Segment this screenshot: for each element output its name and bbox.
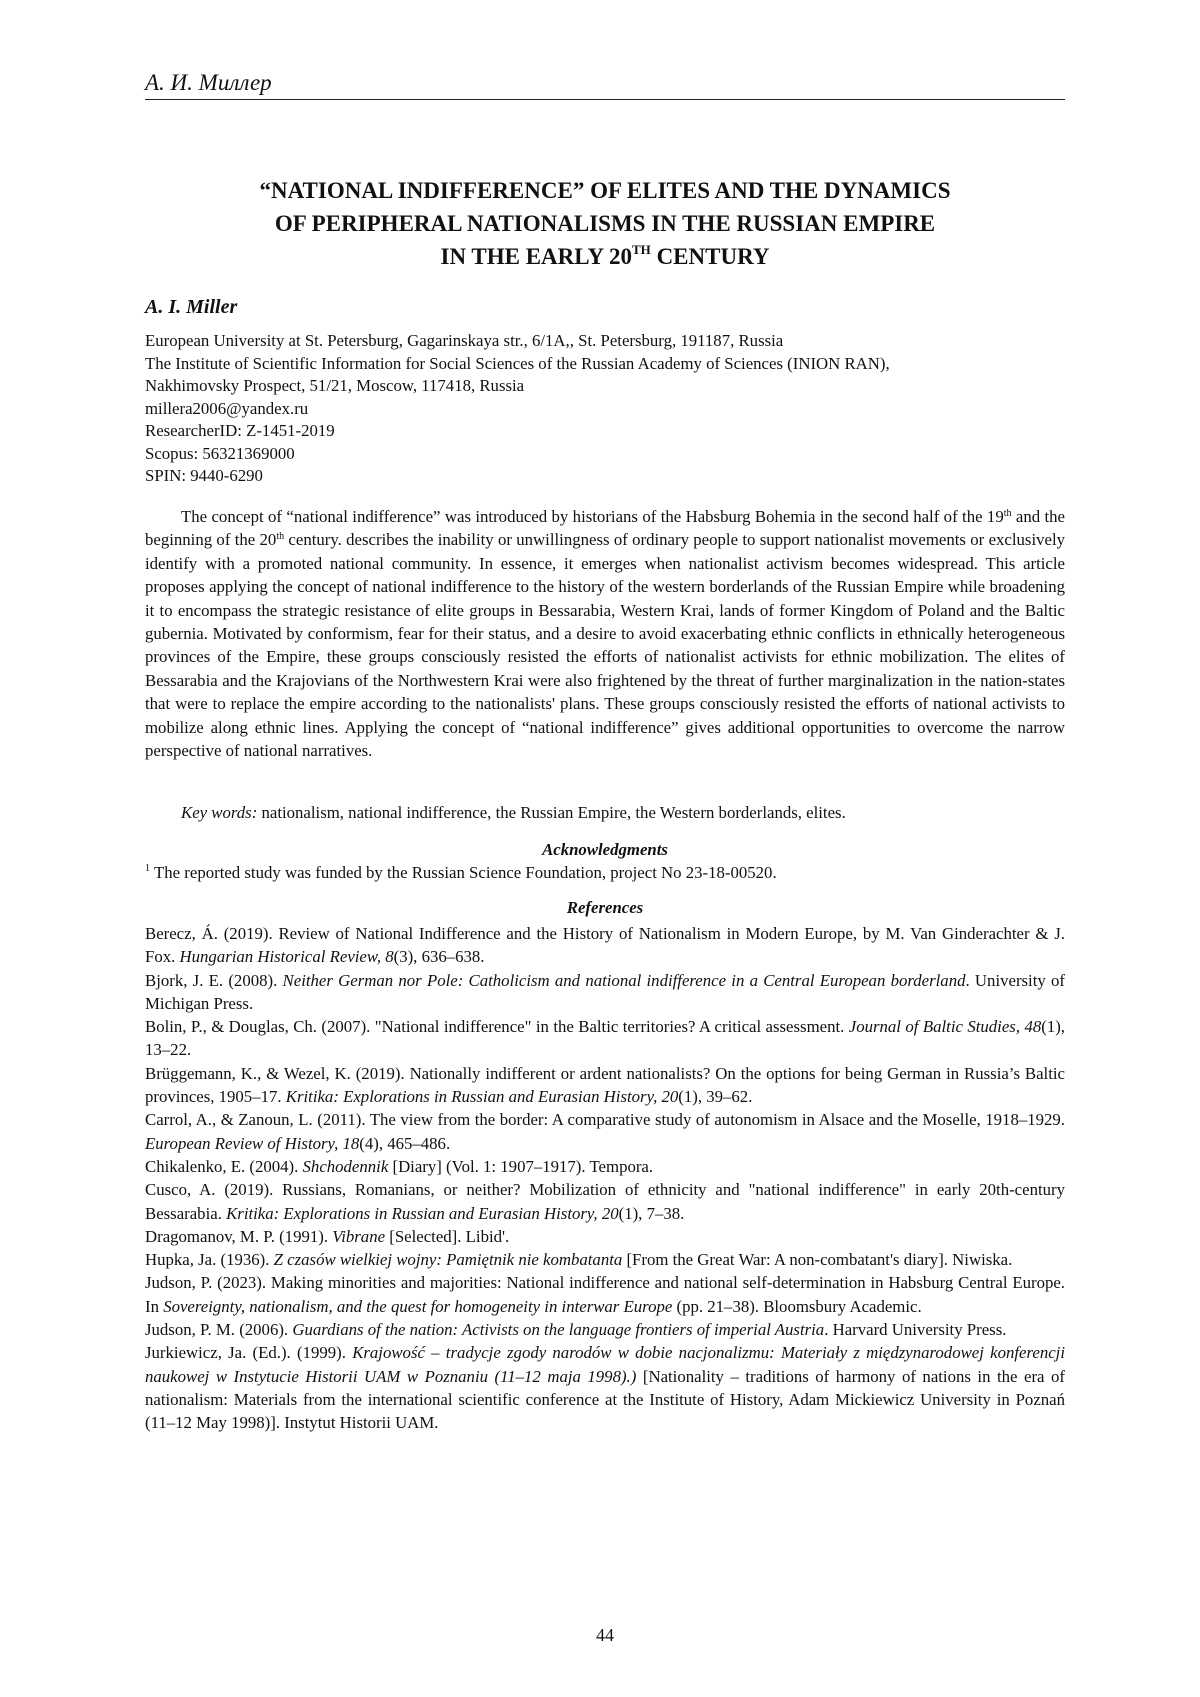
affiliation-line: The Institute of Scientific Information for Social Sciences of the Russian Academy of Sciences (INION RAN), bbox=[145, 353, 1065, 376]
reference-item: Dragomanov, M. P. (1991). Vibrane [Selected]. Libid'. bbox=[145, 1225, 1065, 1248]
running-header: А. И. Миллер bbox=[145, 70, 1065, 100]
acknowledgments-text: 1 The reported study was funded by the Russian Science Foundation, project No 23-18-00520. bbox=[145, 863, 1065, 883]
spin-id: SPIN: 9440-6290 bbox=[145, 465, 1065, 488]
page-number: 44 bbox=[145, 1625, 1065, 1646]
reference-item: Hupka, Ja. (1936). Z czasów wielkiej wojny: Pamiętnik nie kombatanta [From the Great War: A non-combatant's diary]. Niwiska. bbox=[145, 1248, 1065, 1271]
author-name: A. I. Miller bbox=[145, 296, 237, 319]
keywords: Key words: nationalism, national indifference, the Russian Empire, the Western borderlands, elites. bbox=[181, 803, 846, 823]
reference-item: Bjork, J. E. (2008). Neither German nor Pole: Catholicism and national indifference in a Central European borderland. University of Michigan Press. bbox=[145, 969, 1065, 1016]
reference-item: Brüggemann, K., & Wezel, K. (2019). Nationally indifferent or ardent nationalists? On the options for being German in Russia’s Baltic provinces, 1905–17. Kritika: Explorations in Russian and Eurasian History, 20(1), 39–62. bbox=[145, 1062, 1065, 1109]
author-email: millera2006@yandex.ru bbox=[145, 398, 1065, 421]
affiliation-line: European University at St. Petersburg, Gagarinskaya str., 6/1A,, St. Petersburg, 191187, Russia bbox=[145, 330, 1065, 353]
title-line-3: IN THE EARLY 20TH CENTURY bbox=[145, 240, 1065, 273]
article-title bbox=[145, 174, 1065, 273]
reference-item: Carrol, A., & Zanoun, L. (2011). The view from the border: A comparative study of autonomism in Alsace and the Moselle, 1918–1929. European Review of History, 18(4), 465–486. bbox=[145, 1108, 1065, 1155]
affiliation-line: Nakhimovsky Prospect, 51/21, Moscow, 117418, Russia bbox=[145, 375, 1065, 398]
reference-item: Bolin, P., & Douglas, Ch. (2007). "National indifference" in the Baltic territories? A critical assessment. Journal of Baltic Studies, 48(1), 13–22. bbox=[145, 1015, 1065, 1062]
reference-item: Judson, P. (2023). Making minorities and majorities: National indifference and national self-determination in Habsburg Central Europe. In Sovereignty, nationalism, and the quest for homogeneity in interwar Europe (pp. 21–38). Bloomsbury Academic. bbox=[145, 1271, 1065, 1318]
reference-item: Cusco, A. (2019). Russians, Romanians, or neither? Mobilization of ethnicity and "national indifference" in early 20th-century Bessarabia. Kritika: Explorations in Russian and Eurasian History, 20(1), 7–38. bbox=[145, 1178, 1065, 1225]
reference-item: Judson, P. M. (2006). Guardians of the nation: Activists on the language frontiers of imperial Austria. Harvard University Press. bbox=[145, 1318, 1065, 1341]
keywords-label: Key words: bbox=[181, 803, 257, 822]
acknowledgments-heading: Acknowledgments bbox=[145, 840, 1065, 860]
reference-item: Chikalenko, E. (2004). Shchodennik [Diary] (Vol. 1: 1907–1917). Tempora. bbox=[145, 1155, 1065, 1178]
scopus-id: Scopus: 56321369000 bbox=[145, 443, 1065, 466]
title-line-1: “NATIONAL INDIFFERENCE” OF ELITES AND THE DYNAMICS bbox=[145, 174, 1065, 207]
author-affiliation bbox=[145, 330, 1065, 488]
references-list bbox=[145, 922, 1065, 1435]
reference-item: Berecz, Á. (2019). Review of National Indifference and the History of Nationalism in Modern Europe, by M. Van Ginderachter & J. Fox. Hungarian Historical Review, 8(3), 636–638. bbox=[145, 922, 1065, 969]
references-heading: References bbox=[145, 898, 1065, 918]
researcher-id: ResearcherID: Z-1451-2019 bbox=[145, 420, 1065, 443]
title-line-2: OF PERIPHERAL NATIONALISMS IN THE RUSSIAN EMPIRE bbox=[145, 207, 1065, 240]
abstract: The concept of “national indifference” was introduced by historians of the Habsburg Bohemia in the second half of the 19th and the beginning of the 20th century. describes the inability or unwillingness of ordinary people to support nationalist movements or exclusively identify with a promoted national community. In essence, it emerges when nationalist activism becomes widespread. This article proposes applying the concept of national indifference to the history of the western borderlands of the Russian Empire while broadening it to encompass the strategic resistance of elite groups in Bessarabia, Western Krai, lands of former Kingdom of Poland and the Baltic gubernia. Motivated by conformism, fear for their status, and a desire to avoid exacerbating ethnic conflicts in ethnically heterogeneous provinces of the Empire, these groups consciously resisted the efforts of nationalist activists for ethnic mobilization. The elites of Bessarabia and the Krajovians of the Northwestern Krai were also frightened by the threat of further marginalization in the nation-states that were to replace the empire according to the nationalists' plans. These groups consciously resisted the efforts of national activists to mobilize along ethnic lines. Applying the concept of “national indifference” gives additional opportunities to overcome the narrow perspective of national narratives. bbox=[145, 505, 1065, 762]
reference-item: Jurkiewicz, Ja. (Ed.). (1999). Krajowość – tradycje zgody narodów w dobie nacjonalizmu: Materiały z międzynarodowej konferencji naukowej w Instytucie Historii UAM w Poznaniu (11–12 maja 1998).) [Nationality – traditions of harmony of nations in the era of nationalism: Materials from the international scientific conference at the Institute of History, Adam Mickiewicz University in Poznań (11–12 May 1998)]. Instytut Historii UAM. bbox=[145, 1341, 1065, 1434]
